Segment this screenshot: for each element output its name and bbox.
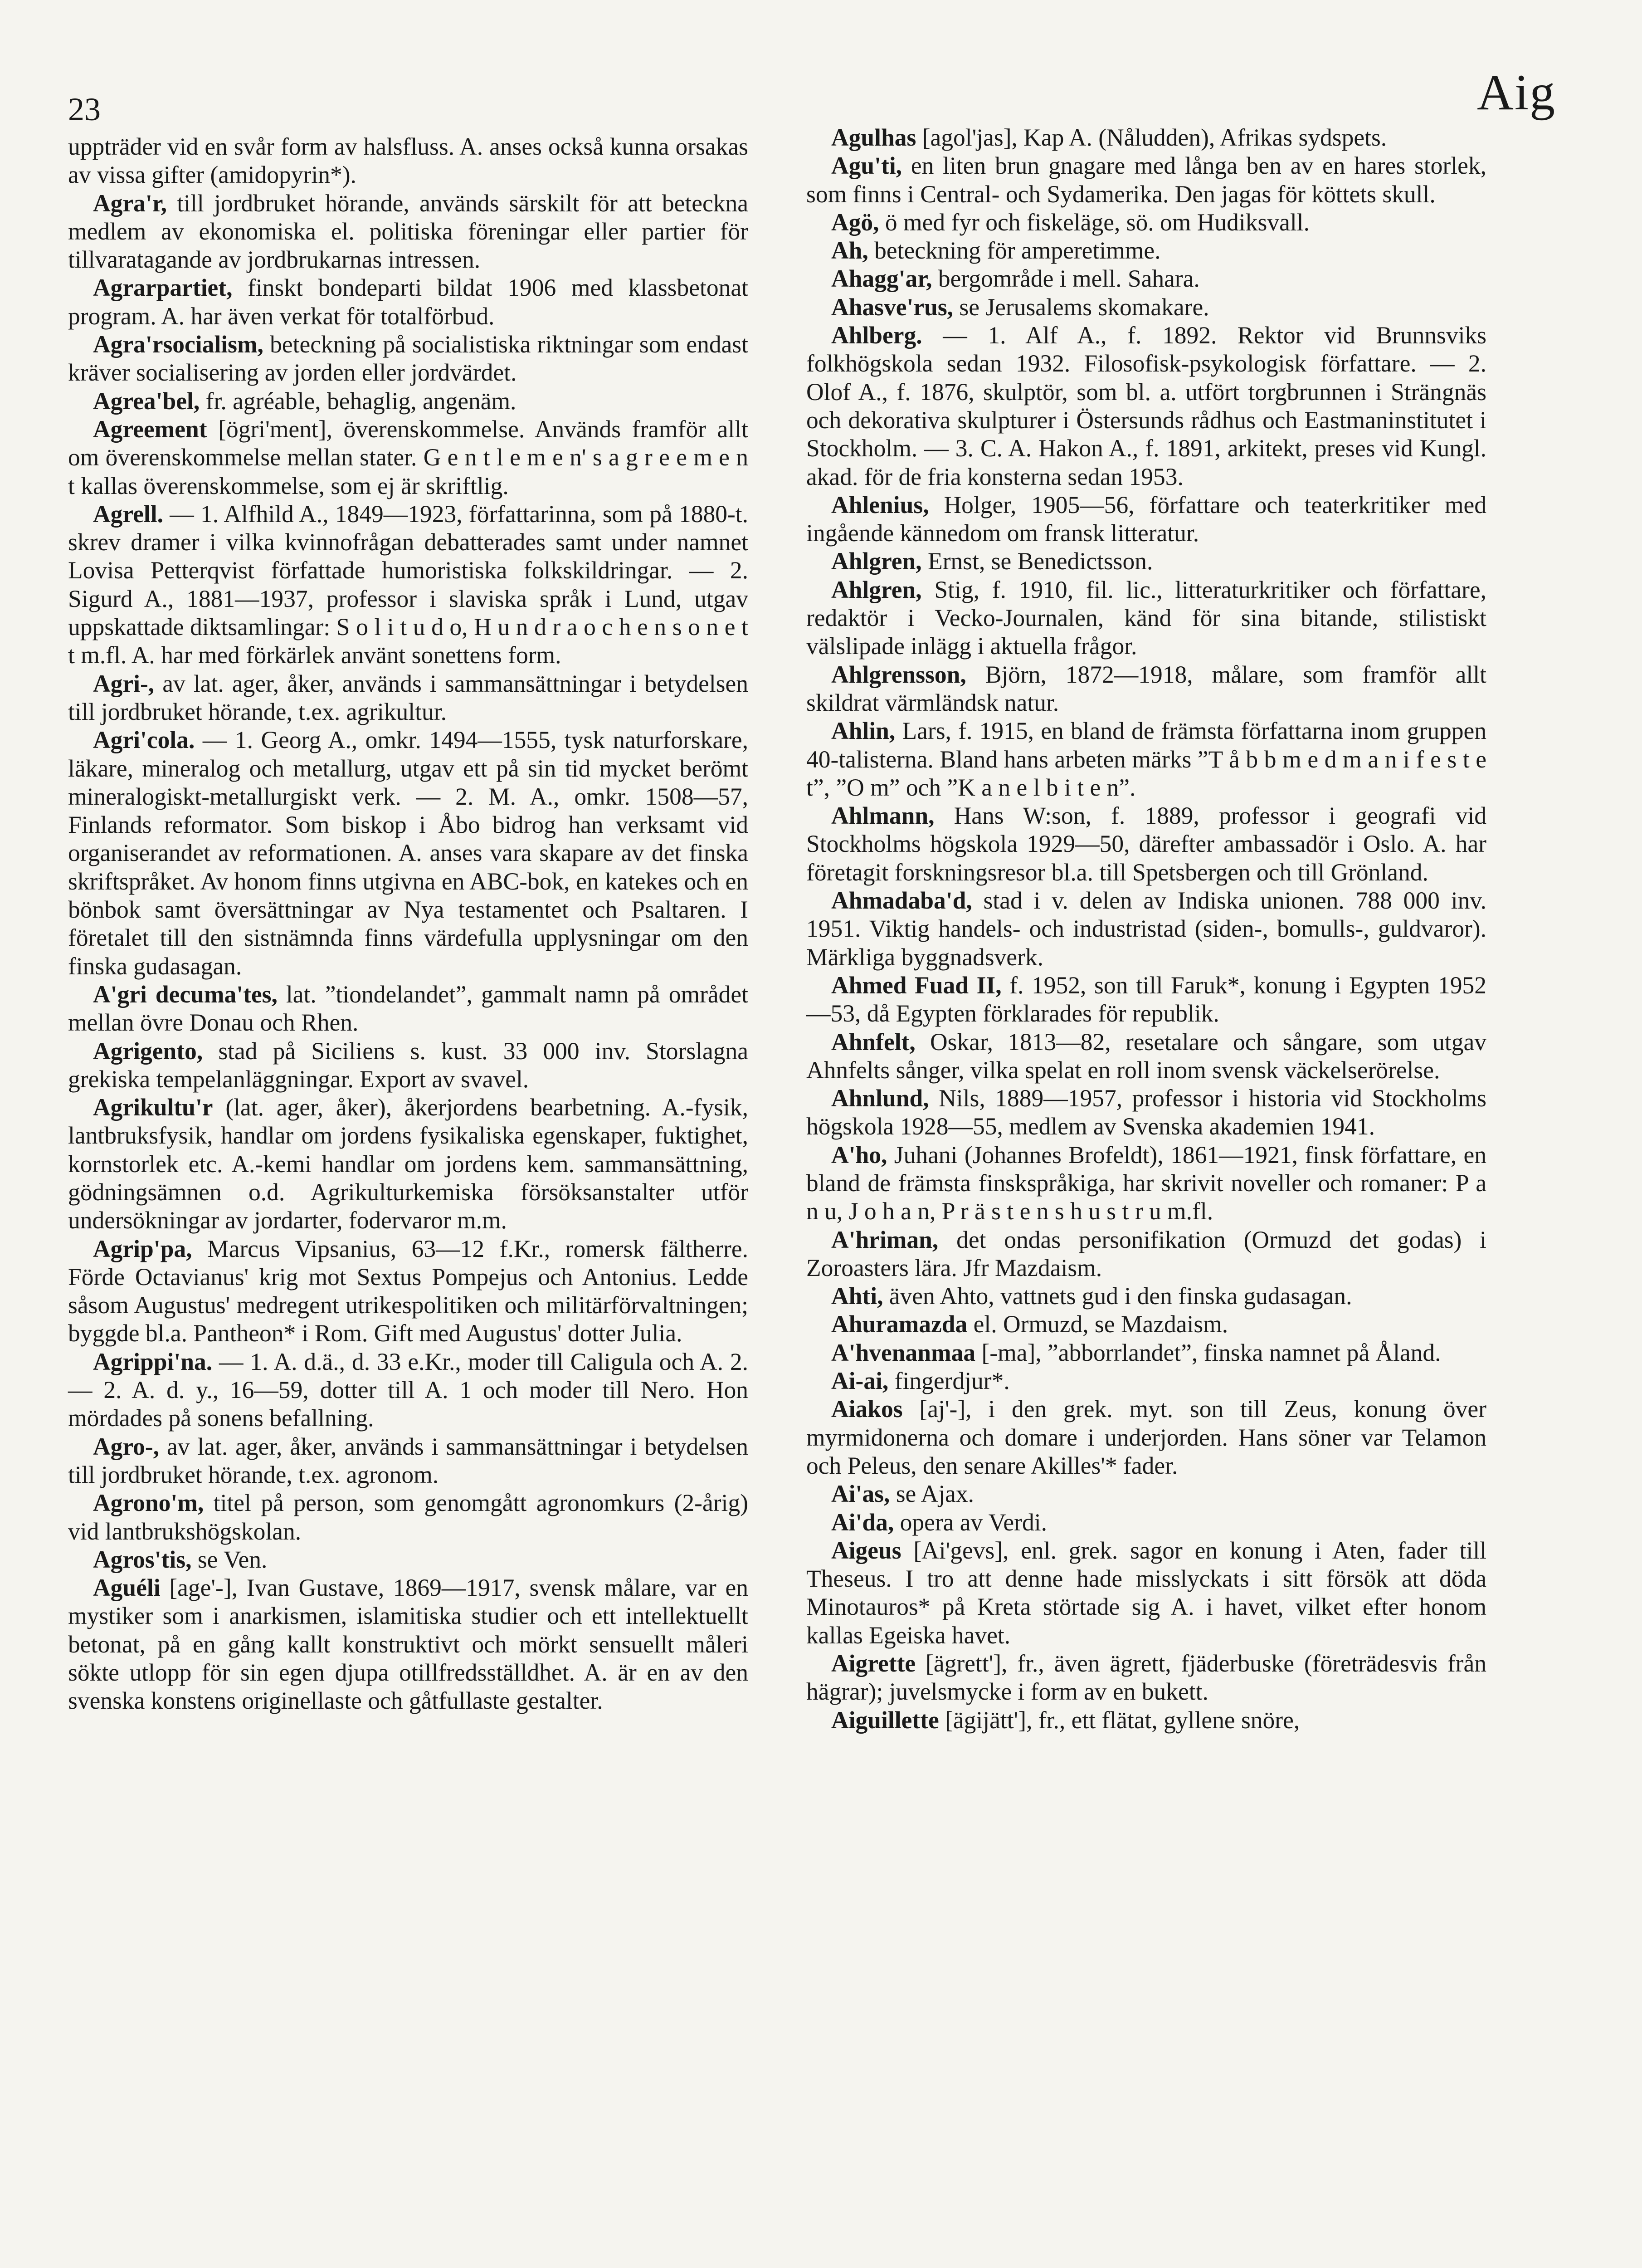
- entry-text: [ägrett'], fr., även ägrett, fjäderbuske (företrädesvis från hägrar); juvelsmycke i form av en bukett.: [806, 1650, 1486, 1706]
- entry-text: [Ai'gevs], enl. grek. sagor en konung i Aten, fader till Theseus. I tro att denne hade misslyckats i sitt försök att döda Minotauros* på Kreta störtade sig A. i havet, vilket efter honom kallas Egeiska havet.: [806, 1536, 1486, 1649]
- entry-headword: Agrip'pa,: [93, 1235, 192, 1262]
- dictionary-entry: [68, 1574, 748, 1715]
- dictionary-entry: [68, 1432, 748, 1489]
- dictionary-entry: [806, 208, 1486, 236]
- entry-headword: Agri'cola.: [93, 726, 195, 754]
- dictionary-entry: [68, 415, 748, 500]
- dictionary-entry: [806, 1508, 1486, 1536]
- entry-headword: Ahasve'rus,: [831, 293, 954, 321]
- dictionary-entry: [806, 1480, 1486, 1508]
- entry-headword: Ahlberg.: [831, 322, 922, 349]
- entry-text: Björn, 1872—1918, målare, som framför allt skildrat värmländsk natur.: [806, 660, 1486, 716]
- entry-text: opera av Verdi.: [894, 1508, 1047, 1536]
- entry-headword: Aigeus: [831, 1536, 901, 1564]
- entry-text: av lat. ager, åker, används i sammansättningar i betydelsen till jordbruket hörande, t.ex. agrikultur.: [68, 670, 748, 725]
- entry-text: f. 1952, son till Faruk*, konung i Egypten 1952—53, då Egypten förklarades för republik.: [806, 971, 1486, 1027]
- entry-headword: Ai'as,: [831, 1480, 890, 1508]
- dictionary-entry: [806, 660, 1486, 717]
- entry-text: [ögri'ment], överenskommelse. Används framför allt om överenskommelse mellan stater. G e n t l e m e n' s a g r e e m e n t kallas överenskommelse, som ej är skriftlig.: [68, 415, 748, 499]
- dictionary-entry: [68, 274, 748, 330]
- entry-headword: A'ho,: [831, 1141, 887, 1168]
- entry-text: (lat. ager, åker), åkerjordens bearbetning. A.-fysik, lantbruksfysik, handlar om jordens fysikaliska egenskaper, fuktighet, kornstorlek etc. A.-kemi handlar om jordens kem. sammansättning, gödningsämnen o.d. Agrikulturkemiska försöksanstalter utför undersökningar av jordarter, fodervaror m.m.: [68, 1094, 748, 1234]
- entry-headword: Ahnlund,: [831, 1085, 929, 1112]
- entry-text: beteckning för amperetimme.: [868, 237, 1161, 264]
- dictionary-entry: [806, 1367, 1486, 1395]
- entry-headword: Agra'r,: [93, 189, 167, 217]
- dictionary-entry: [806, 886, 1486, 971]
- dictionary-entry: [806, 152, 1486, 208]
- dictionary-entry: [68, 189, 748, 274]
- entry-headword: Agreement: [93, 415, 207, 443]
- dictionary-entry: [68, 132, 748, 189]
- entry-headword: Ahti,: [831, 1282, 883, 1310]
- entry-text: en liten brun gnagare med långa ben av en hares storlek, som finns i Central- och Sydamerika. Den jagas för köttets skull.: [806, 152, 1486, 208]
- entry-headword: Aiakos: [831, 1395, 903, 1423]
- entry-headword: Ai-ai,: [831, 1367, 889, 1395]
- entry-headword: Agrarpartiet,: [93, 274, 233, 302]
- dictionary-entry: [806, 971, 1486, 1028]
- dictionary-entry: [806, 1395, 1486, 1480]
- dictionary-entry: [806, 293, 1486, 321]
- entry-text: [-ma], ”abborrlandet”, finska namnet på Åland.: [975, 1339, 1441, 1366]
- dictionary-entry: [806, 1536, 1486, 1649]
- entry-text: lat. ”tiondelandet”, gammalt namn på området mellan övre Donau och Rhen.: [68, 980, 749, 1036]
- dictionary-entry: [806, 1339, 1486, 1367]
- dictionary-entry: [806, 1310, 1486, 1338]
- dictionary-entry: [806, 236, 1486, 264]
- dictionary-entry: [806, 576, 1486, 660]
- entry-headword: Ahlgrensson,: [831, 660, 966, 688]
- entry-text: Marcus Vipsanius, 63—12 f.Kr., romersk fältherre. Förde Octavianus' krig mot Sextus Pompejus och Antonius. Ledde såsom Augustus' medregent utrikespolitiken och militärförvaltningen; byggde bl.a. Pantheon* i Rom. Gift med Augustus' dotter Julia.: [68, 1235, 748, 1347]
- entry-text: även Ahto, vattnets gud i den finska gudasagan.: [883, 1282, 1352, 1310]
- entry-text: [agol'jas], Kap A. (Nåludden), Afrikas sydspets.: [916, 124, 1387, 151]
- entry-headword: Agri-,: [93, 670, 155, 697]
- entry-text: fingerdjur*.: [888, 1367, 1010, 1395]
- entry-headword: Ahagg'ar,: [831, 265, 932, 293]
- dictionary-entry: [806, 1028, 1486, 1085]
- entry-text: fr. agréable, behaglig, angenäm.: [200, 387, 516, 415]
- entry-headword: Agrikultu'r: [93, 1094, 213, 1121]
- entry-headword: Agrea'bel,: [93, 387, 200, 415]
- dictionary-entry: [806, 1649, 1486, 1706]
- dictionary-entry: [68, 500, 748, 670]
- dictionary-entry: [806, 717, 1486, 802]
- dictionary-entry: [806, 264, 1486, 293]
- dictionary-entry: [806, 321, 1486, 491]
- entry-headword: Ahlenius,: [831, 491, 929, 518]
- left-column: [68, 132, 748, 1715]
- entry-headword: Agrell.: [93, 500, 164, 528]
- entry-text: bergområde i mell. Sahara.: [932, 265, 1200, 293]
- entry-headword: A'gri decuma'tes,: [93, 980, 278, 1008]
- entry-text: stad i v. delen av Indiska unionen. 788 000 inv. 1951. Viktig handels- och industristad (siden-, bomulls-, guldvaror). Märkliga byggnadsverk.: [806, 887, 1486, 971]
- entry-text: [age'-], Ivan Gustave, 1869—1917, svensk målare, var en mystiker som i anarkismen, islamitiska studier och ett intellektuellt betonat, på en gång kallt konstruktivt och mörkt sensuellt måleri sökte utlopp för sin egen djupa otillfredsställdhet. A. är en av den svenska konstens originellaste och gåtfullaste gestalter.: [68, 1574, 748, 1715]
- entry-text: Ernst, se Benedictsson.: [921, 547, 1153, 575]
- entry-text: — 1. Georg A., omkr. 1494—1555, tysk naturforskare, läkare, mineralog och metallurg, utgav ett på sin tid mycket berömt mineralogiskt-metallurgiskt verk. — 2. M. A., omkr. 1508—57, Finlands reformator. Som biskop i Åbo bidrog han verksamt vid organiserandet av reformationen. A. anses vara skapare av det finska skriftspråket. Av honom finns utgivna en ABC-bok, en katekes och en bönbok samt översättningar av Nya testamentet och Psaltaren. I företalet till den sistnämnda finns värdefulla upplysningar om den finska gudasagan.: [68, 726, 748, 980]
- right-column: [806, 123, 1486, 1734]
- dictionary-entry: [68, 1545, 748, 1574]
- entry-text: [ägijätt'], fr., ett flätat, gyllene snöre,: [939, 1706, 1300, 1734]
- dictionary-entry: [806, 123, 1486, 152]
- entry-text: Oskar, 1813—82, resetalare och sångare, som utgav Ahnfelts sånger, vilka spelat en roll inom svensk väckelserörelse.: [806, 1028, 1486, 1084]
- entry-text: Juhani (Johannes Brofeldt), 1861—1921, finsk författare, en bland de främsta finskspråkiga, har skrivit noveller och romaner: P a n u, J o h a n, P r ä s t e n s h u s t r u m.fl.: [806, 1141, 1486, 1225]
- entry-text: finskt bondeparti bildat 1906 med klassbetonat program. A. har även verkat för totalförbud.: [68, 274, 748, 330]
- entry-headword: Agu'ti,: [831, 152, 902, 180]
- entry-headword: A'hriman,: [831, 1226, 939, 1253]
- entry-headword: A'hvenanmaa: [831, 1339, 976, 1366]
- entry-text: — 1. Alfhild A., 1849—1923, författarinna, som på 1880-t. skrev dramer i vilka kvinnofrågan debatterades samt under namnet Lovisa Petterqvist författade humoristiska folkskildringar. — 2. Sigurd A., 1881—1937, professor i slaviska språk i Lund, utgav uppskattade diktsamlingar: S o l i t u d o, H u n d r a o c h e n s o n e t t m.fl. A. har med förkärlek använt sonettens form.: [68, 500, 748, 669]
- dictionary-entry: [806, 802, 1486, 886]
- entry-text: Stig, f. 1910, fil. lic., litteraturkritiker och författare, redaktör i Vecko-Journalen, känd för sina bitande, stilistiskt välslipade inlägg i aktuella frågor.: [806, 576, 1486, 660]
- entry-text: till jordbruket hörande, används särskilt för att beteckna medlem av ekonomiska el. politiska föreningar eller partier för tillvaratagande av jordbrukarnas intressen.: [68, 189, 748, 274]
- dictionary-entry: [68, 1093, 748, 1234]
- entry-headword: Agro-,: [93, 1432, 160, 1460]
- entry-text: stad på Siciliens s. kust. 33 000 inv. Storslagna grekiska tempelanläggningar. Export av svavel.: [68, 1037, 748, 1093]
- dictionary-entry: [806, 1282, 1486, 1310]
- dictionary-entry: [68, 670, 748, 726]
- dictionary-entry: [806, 547, 1486, 575]
- entry-headword: Ahlmann,: [831, 802, 935, 830]
- entry-headword: Aiguillette: [831, 1706, 939, 1734]
- entry-headword: Agö,: [831, 208, 879, 236]
- entry-headword: Agulhas: [831, 124, 916, 151]
- dictionary-entry: [806, 1084, 1486, 1141]
- dictionary-entry: [68, 387, 748, 415]
- entry-headword: Ahmadaba'd,: [831, 887, 972, 914]
- entry-text: Holger, 1905—56, författare och teaterkritiker med ingående kännedom om fransk litteratur.: [806, 491, 1486, 547]
- entry-text: Nils, 1889—1957, professor i historia vid Stockholms högskola 1928—55, medlem av Svenska akademien 1941.: [806, 1085, 1486, 1140]
- entry-headword: Ai'da,: [831, 1508, 894, 1536]
- entry-text: av lat. ager, åker, används i sammansättningar i betydelsen till jordbruket hörande, t.ex. agronom.: [68, 1432, 748, 1488]
- dictionary-entry: [68, 1037, 748, 1094]
- entry-text: [aj'-], i den grek. myt. son till Zeus, konung över myrmidonerna och domare i underjorden. Hans söner var Telamon och Peleus, den senare Akilles'* fader.: [806, 1395, 1486, 1479]
- entry-headword: Aguéli: [93, 1574, 161, 1602]
- entry-text: se Jerusalems skomakare.: [953, 293, 1209, 321]
- entry-headword: Agra'rsocialism,: [93, 331, 263, 358]
- entry-text: uppträder vid en svår form av halsfluss. A. anses också kunna orsakas av vissa gifter (amidopyrin*).: [68, 133, 748, 189]
- dictionary-entry: [68, 330, 748, 387]
- entry-text: — 1. A. d.ä., d. 33 e.Kr., moder till Caligula och A. 2. — 2. A. d. y., 16—59, dotter till A. 1 och moder till Nero. Hon mördades på sonens befallning.: [68, 1348, 748, 1432]
- entry-text: — 1. Alf A., f. 1892. Rektor vid Brunnsviks folkhögskola sedan 1932. Filosofisk-psykologisk författare. — 2. Olof A., f. 1876, skulptör, som bl. a. utfört torgbrunnen i Strängnäs och dekorativa skulpturer i Östersunds rådhus och Eastmaninstitutet i Stockholm. — 3. C. A. Hakon A., f. 1891, arkitekt, preses vid Kungl. akad. för de fria konsterna sedan 1953.: [806, 322, 1486, 490]
- entry-headword: Ahnfelt,: [831, 1028, 916, 1056]
- entry-text: det ondas personifikation (Ormuzd det godas) i Zoroasters lära. Jfr Mazdaism.: [806, 1226, 1486, 1281]
- dictionary-entry: [806, 1226, 1486, 1282]
- entry-text: ö med fyr och fiskeläge, sö. om Hudiksvall.: [879, 208, 1310, 236]
- entry-text: beteckning på socialistiska riktningar som endast kräver socialisering av jorden eller jordvärdet.: [68, 331, 748, 386]
- dictionary-entry: [806, 491, 1486, 547]
- dictionary-entry: [68, 980, 748, 1037]
- dictionary-entry: [68, 1235, 748, 1348]
- page-number: 23: [68, 91, 101, 127]
- entry-headword: Ah,: [831, 237, 868, 264]
- dictionary-entry: [68, 726, 748, 980]
- entry-headword: Agrono'm,: [93, 1489, 204, 1517]
- entry-text: se Ven.: [191, 1545, 268, 1573]
- dictionary-entry: [806, 1141, 1486, 1226]
- entry-headword: Ahmed Fuad II,: [831, 971, 1002, 999]
- entry-headword: Agros'tis,: [93, 1545, 192, 1573]
- entry-headword: Agrippi'na.: [93, 1348, 213, 1375]
- entry-text: titel på person, som genomgått agronomkurs (2-årig) vid lantbrukshögskolan.: [68, 1489, 748, 1545]
- entry-headword: Ahlgren,: [831, 576, 922, 603]
- dictionary-entry: [68, 1489, 748, 1545]
- entry-headword: Ahlin,: [831, 717, 896, 745]
- entry-headword: Ahuramazda: [831, 1310, 968, 1338]
- entry-headword: Ahlgren,: [831, 547, 922, 575]
- entry-headword: Agrigento,: [93, 1037, 203, 1065]
- dictionary-entry: [68, 1348, 748, 1432]
- entry-text: se Ajax.: [890, 1480, 974, 1508]
- entry-text: Lars, f. 1915, en bland de främsta författarna inom gruppen 40-talisterna. Bland hans arbeten märks ”T å b b m e d m a n i f e s t e t”, ”O m” och ”K a n e l b i t e n”.: [806, 717, 1486, 801]
- dictionary-entry: [806, 1706, 1486, 1734]
- running-head: Aig: [1477, 64, 1556, 121]
- entry-text: Hans W:son, f. 1889, professor i geografi vid Stockholms högskola 1929—50, därefter ambassadör i Oslo. A. har företagit forskningsresor bl.a. till Spetsbergen och till Grönland.: [806, 802, 1486, 886]
- entry-headword: Aigrette: [831, 1650, 916, 1677]
- entry-text: el. Ormuzd, se Mazdaism.: [967, 1310, 1228, 1338]
